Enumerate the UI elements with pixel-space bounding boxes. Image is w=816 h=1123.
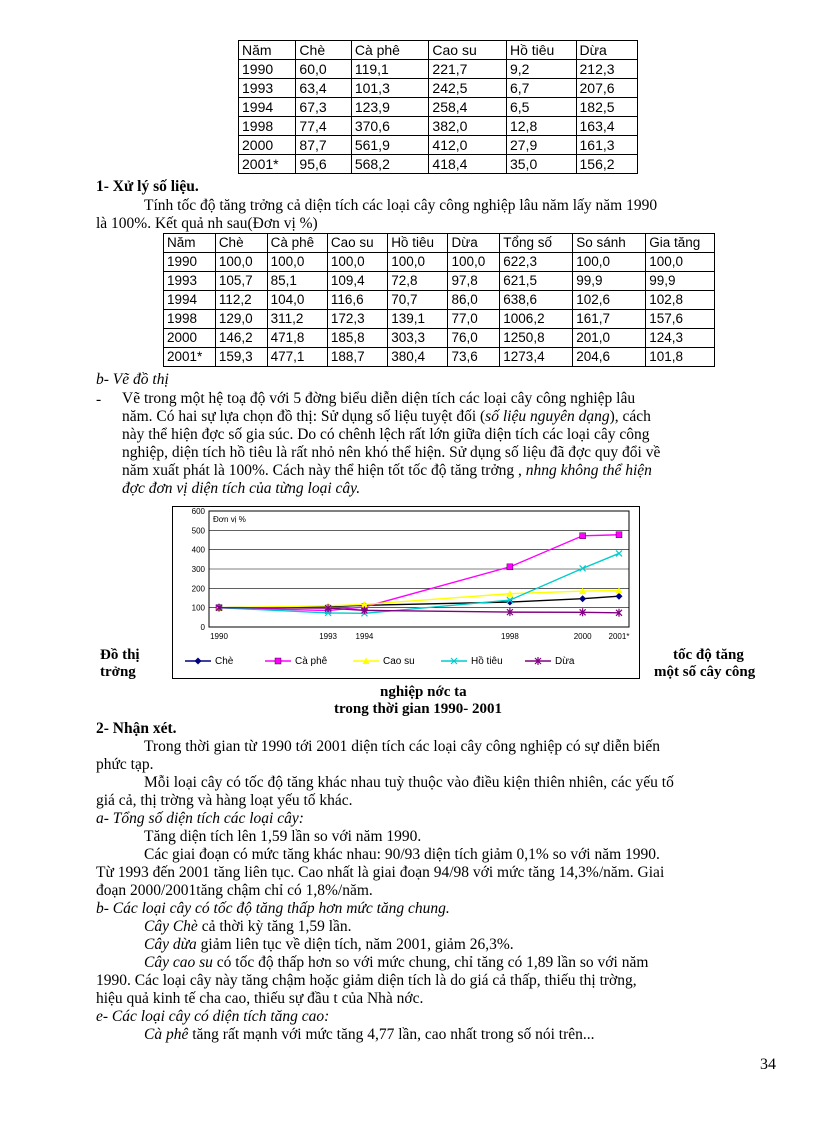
table-header-cell: Hồ tiêu: [506, 41, 576, 60]
s2-p1b: phức tạp.: [96, 756, 154, 773]
table-cell: 100,0: [267, 253, 327, 272]
table-cell: 99,9: [573, 272, 646, 291]
table-cell: 1993: [239, 79, 296, 98]
table-cell: 161,3: [576, 136, 638, 155]
table-cell: 100,0: [388, 253, 448, 272]
table-cell: 86,0: [448, 291, 500, 310]
table-cell: 100,0: [573, 253, 646, 272]
table-cell: 2000: [164, 329, 216, 348]
s2-a2c: đoạn 2000/2001tăng chậm chỉ có 1,8%/năm.: [96, 882, 373, 899]
table-cell: 105,7: [215, 272, 267, 291]
table-row: [164, 329, 715, 348]
table-cell: 477,1: [267, 348, 327, 367]
table-cell: 1006,2: [500, 310, 573, 329]
table-header-cell: Cà phê: [267, 234, 327, 253]
sectionB-line1: Vẽ trong một hệ toạ độ với 5 đờng biểu diễn diện tích các loại cây công nghiệp lâu: [122, 390, 636, 407]
table-cell: 159,3: [215, 348, 267, 367]
table-row: [239, 98, 638, 117]
caption-right1: tốc độ tăng: [673, 647, 744, 663]
table-cell: 638,6: [500, 291, 573, 310]
x-tick-label: 2001*: [608, 632, 630, 641]
growth-chart-svg: [173, 507, 639, 678]
table-cell: 104,0: [267, 291, 327, 310]
s2-b1: Cây Chè cả thời kỳ tăng 1,59 lần.: [144, 918, 352, 935]
table-row: [239, 79, 638, 98]
table-cell: 258,4: [429, 98, 507, 117]
data-point: [507, 564, 513, 570]
table-cell: 622,3: [500, 253, 573, 272]
table-cell: 101,3: [351, 79, 429, 98]
growth-chart: [172, 506, 640, 679]
table-cell: 2001*: [164, 348, 216, 367]
sectionB-line3: này thể hiện đợc số gia súc. Do có chênh lệch rất lớn giữa diện tích các loại cây công: [122, 426, 650, 443]
table-cell: 212,3: [576, 60, 638, 79]
s2-p1a: Trong thời gian từ 1990 tới 2001 diện tích các loại cây công nghiệp có sự diễn biến: [144, 738, 661, 755]
table-cell: 139,1: [388, 310, 448, 329]
table-cell: 129,0: [215, 310, 267, 329]
table-cell: 35,0: [506, 155, 576, 174]
sectionB-heading: b- Vẽ đồ thị: [96, 371, 169, 388]
table-row: [239, 117, 638, 136]
caption-center2: trong thời gian 1990- 2001: [334, 701, 503, 717]
table-cell: 1993: [164, 272, 216, 291]
table-cell: 621,5: [500, 272, 573, 291]
table-header-cell: Tổng số: [500, 234, 573, 253]
table-cell: 2000: [239, 136, 296, 155]
section1-line1: Tính tốc độ tăng trởng cả diện tích các loại cây công nghiệp lâu năm lấy năm 1990: [144, 197, 658, 214]
table-cell: 109,4: [327, 272, 387, 291]
table-header-cell: So sánh: [573, 234, 646, 253]
table-header-cell: Cao su: [327, 234, 387, 253]
table-cell: 412,0: [429, 136, 507, 155]
table-cell: 12,8: [506, 117, 576, 136]
table-cell: 6,5: [506, 98, 576, 117]
table-cell: 100,0: [215, 253, 267, 272]
s2-b3c: hiệu quả kinh tế cha cao, thiếu sự đầu t của Nhà nớc.: [96, 990, 424, 1007]
table-cell: 172,3: [327, 310, 387, 329]
s2-a1: Tăng diện tích lên 1,59 lần so với năm 1990.: [144, 828, 422, 845]
table-cell: 72,8: [388, 272, 448, 291]
table-header-cell: Dừa: [576, 41, 638, 60]
page-number: 34: [760, 1056, 776, 1073]
table-cell: 568,2: [351, 155, 429, 174]
table-row: [164, 348, 715, 367]
legend-label: Cao su: [383, 656, 415, 667]
table-cell: 87,7: [296, 136, 351, 155]
table-cell: 6,7: [506, 79, 576, 98]
table-row: [164, 310, 715, 329]
x-tick-label: 1998: [501, 632, 519, 641]
table-cell: 380,4: [388, 348, 448, 367]
table-cell: 1994: [164, 291, 216, 310]
bullet-dash: -: [96, 391, 102, 408]
table-cell: 221,7: [429, 60, 507, 79]
table-cell: 27,9: [506, 136, 576, 155]
data-point: [580, 533, 586, 539]
section1-heading: 1- Xử lý số liệu.: [96, 178, 199, 195]
table-header-cell: Cà phê: [351, 41, 429, 60]
table-cell: 99,9: [646, 272, 715, 291]
sectionB-line6: đợc đơn vị diện tích của từng loại cây.: [122, 480, 361, 497]
s2-e-heading: e- Các loại cây có diện tích tăng cao:: [96, 1008, 330, 1025]
table-header-cell: Cao su: [429, 41, 507, 60]
y-tick-label: 100: [191, 603, 205, 613]
x-tick-label: 1994: [355, 632, 374, 641]
table-cell: 60,0: [296, 60, 351, 79]
legend-label: Dừa: [555, 656, 575, 667]
table-cell: 124,3: [646, 329, 715, 348]
table-cell: 123,9: [351, 98, 429, 117]
table-cell: 1990: [164, 253, 216, 272]
table-cell: 1998: [164, 310, 216, 329]
table-cell: 100,0: [448, 253, 500, 272]
table-cell: 204,6: [573, 348, 646, 367]
table-cell: 116,6: [327, 291, 387, 310]
table-cell: 97,8: [448, 272, 500, 291]
table-header-cell: Năm: [164, 234, 216, 253]
table-cell: 157,6: [646, 310, 715, 329]
data-point: [616, 532, 622, 538]
legend-label: Hồ tiêu: [471, 656, 503, 667]
caption-center1: nghiệp nớc ta: [380, 684, 467, 700]
table-cell: 370,6: [351, 117, 429, 136]
table-cell: 163,4: [576, 117, 638, 136]
table-cell: 471,8: [267, 329, 327, 348]
caption-right2: một số cây công: [654, 664, 756, 680]
table-cell: 100,0: [327, 253, 387, 272]
table-header-cell: Năm: [239, 41, 296, 60]
section1-line2: là 100%. Kết quả nh sau(Đơn vị %): [96, 215, 318, 232]
section2-heading: 2- Nhận xét.: [96, 720, 177, 737]
table-cell: 77,0: [448, 310, 500, 329]
y-tick-label: 300: [191, 565, 205, 574]
table-row: [164, 291, 715, 310]
table-cell: 382,0: [429, 117, 507, 136]
sectionB-line5: năm xuất phát là 100%. Cách này thể hiện tốt tốc độ tăng trởng , nhng không thể hiện: [122, 462, 652, 479]
table-cell: 101,8: [646, 348, 715, 367]
table-header-row: [239, 41, 638, 60]
table-cell: 1990: [239, 60, 296, 79]
table-cell: 303,3: [388, 329, 448, 348]
y-tick-label: 600: [191, 507, 205, 516]
y-tick-label: 500: [191, 526, 205, 536]
legend-label: Chè: [215, 656, 234, 667]
table-cell: 112,2: [215, 291, 267, 310]
table-cell: 1998: [239, 117, 296, 136]
table-row: [239, 136, 638, 155]
table-cell: 1273,4: [500, 348, 573, 367]
unit-label: Đơn vị %: [213, 515, 246, 524]
table-cell: 95,6: [296, 155, 351, 174]
table-cell: 102,8: [646, 291, 715, 310]
table-header-cell: Chè: [215, 234, 267, 253]
caption-left2: trởng: [100, 664, 136, 680]
table-cell: 185,8: [327, 329, 387, 348]
table-cell: 1994: [239, 98, 296, 117]
table-cell: 561,9: [351, 136, 429, 155]
area-table: [238, 40, 638, 174]
table-cell: 1250,8: [500, 329, 573, 348]
table-cell: 146,2: [215, 329, 267, 348]
table-cell: 76,0: [448, 329, 500, 348]
table-header-cell: Chè: [296, 41, 351, 60]
legend-marker: [275, 658, 281, 664]
table-cell: 100,0: [646, 253, 715, 272]
table-cell: 182,5: [576, 98, 638, 117]
table-cell: 207,6: [576, 79, 638, 98]
legend-label: Cà phê: [295, 656, 328, 667]
table-cell: 70,7: [388, 291, 448, 310]
s2-a-heading: a- Tổng số diện tích các loại cây:: [96, 810, 304, 827]
table-header-row: [164, 234, 715, 253]
table-row: [239, 155, 638, 174]
table-cell: 188,7: [327, 348, 387, 367]
table-cell: 242,5: [429, 79, 507, 98]
table-cell: 311,2: [267, 310, 327, 329]
s2-b2: Cây dừa giảm liên tục về diện tích, năm 2001, giảm 26,3%.: [144, 936, 514, 953]
caption-left1: Đồ thị: [100, 647, 140, 663]
x-tick-label: 2000: [573, 632, 592, 641]
x-tick-label: 1990: [210, 632, 228, 641]
s2-b3b: 1990. Các loại cây này tăng chậm hoặc giảm diện tích là do giá cả thấp, thiếu thị trờng,: [96, 972, 637, 989]
s2-a2a: Các giai đoạn có mức tăng khác nhau: 90/93 diện tích giảm 0,1% so với năm 1990.: [144, 846, 660, 863]
table-cell: 119,1: [351, 60, 429, 79]
table-cell: 102,6: [573, 291, 646, 310]
sectionB-line2: năm. Có hai sự lựa chọn đồ thị: Sử dụng số liệu tuyệt đối (số liệu nguyên dạng), cách: [122, 408, 651, 425]
table-header-cell: Dừa: [448, 234, 500, 253]
table-header-cell: Hồ tiêu: [388, 234, 448, 253]
sectionB-line4: nghiệp, diện tích hồ tiêu là rất nhỏ nên khó thể hiện. Sử dụng số liệu đã đợc quy đổi về: [122, 444, 661, 461]
table-cell: 201,0: [573, 329, 646, 348]
table-cell: 156,2: [576, 155, 638, 174]
table-header-cell: Gia tăng: [646, 234, 715, 253]
s2-b-heading: b- Các loại cây có tốc độ tăng thấp hơn mức tăng chung.: [96, 900, 450, 917]
growth-table: [163, 233, 715, 367]
legend-marker: [195, 658, 202, 665]
table-cell: 73,6: [448, 348, 500, 367]
table-cell: 418,4: [429, 155, 507, 174]
table-cell: 85,1: [267, 272, 327, 291]
s2-a2b: Từ 1993 đến 2001 tăng liên tục. Cao nhất là giai đoạn 94/98 với mức tăng 14,3%/năm. Giai: [96, 864, 665, 881]
s2-p2b: giá cả, thị trờng và hàng loạt yếu tố khác.: [96, 792, 353, 809]
x-tick-label: 1993: [319, 632, 337, 641]
table-cell: 63,4: [296, 79, 351, 98]
table-row: [164, 272, 715, 291]
s2-b3: Cây cao su có tốc độ thấp hơn so với mức chung, chỉ tăng có 1,89 lần so với năm: [144, 954, 649, 971]
table-cell: 77,4: [296, 117, 351, 136]
y-tick-label: 0: [200, 623, 205, 632]
y-tick-label: 400: [191, 545, 205, 555]
table-cell: 161,7: [573, 310, 646, 329]
y-tick-label: 200: [191, 584, 205, 594]
table-row: [239, 60, 638, 79]
table-cell: 9,2: [506, 60, 576, 79]
table-row: [164, 253, 715, 272]
s2-p2a: Mỗi loại cây có tốc độ tăng khác nhau tuỳ thuộc vào điều kiện thiên nhiên, các yếu tố: [144, 774, 674, 791]
table-cell: 2001*: [239, 155, 296, 174]
table-cell: 67,3: [296, 98, 351, 117]
s2-e1: Cà phê tăng rất mạnh với mức tăng 4,77 lần, cao nhất trong số nói trên...: [144, 1026, 595, 1043]
